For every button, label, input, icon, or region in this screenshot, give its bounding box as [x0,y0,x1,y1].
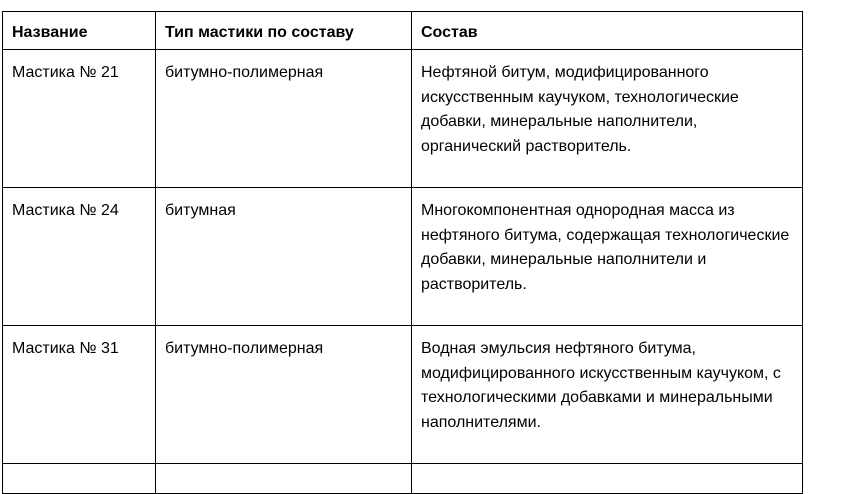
table-header-row [3,12,803,50]
cell-name: Мастика № 21 [3,50,156,188]
table-row [3,326,803,464]
cell-name: Мастика № 24 [3,188,156,326]
table-row [3,188,803,326]
cell-empty [412,464,803,494]
header-name: Название [3,12,156,50]
table-row-cut-off [3,464,803,494]
cell-type: битумно-полимерная [156,50,412,188]
cell-type: битумно-полимерная [156,326,412,464]
mastic-table [2,11,803,494]
cell-name: Мастика № 31 [3,326,156,464]
header-composition: Состав [412,12,803,50]
cell-type: битумная [156,188,412,326]
header-type: Тип мастики по составу [156,12,412,50]
cell-composition: Нефтяной битум, модифицированного искусственным каучуком, технологические добавки, минеральные наполнители, органический растворитель. [412,50,803,188]
table-row [3,50,803,188]
cell-composition: Многокомпонентная однородная масса из нефтяного битума, содержащая технологические добавки, минеральные наполнители и растворитель. [412,188,803,326]
mastic-table-container [2,11,802,494]
cell-composition: Водная эмульсия нефтяного битума, модифицированного искусственным каучуком, с технологическими добавками и минеральными наполнителями. [412,326,803,464]
cell-empty [3,464,156,494]
cell-empty [156,464,412,494]
